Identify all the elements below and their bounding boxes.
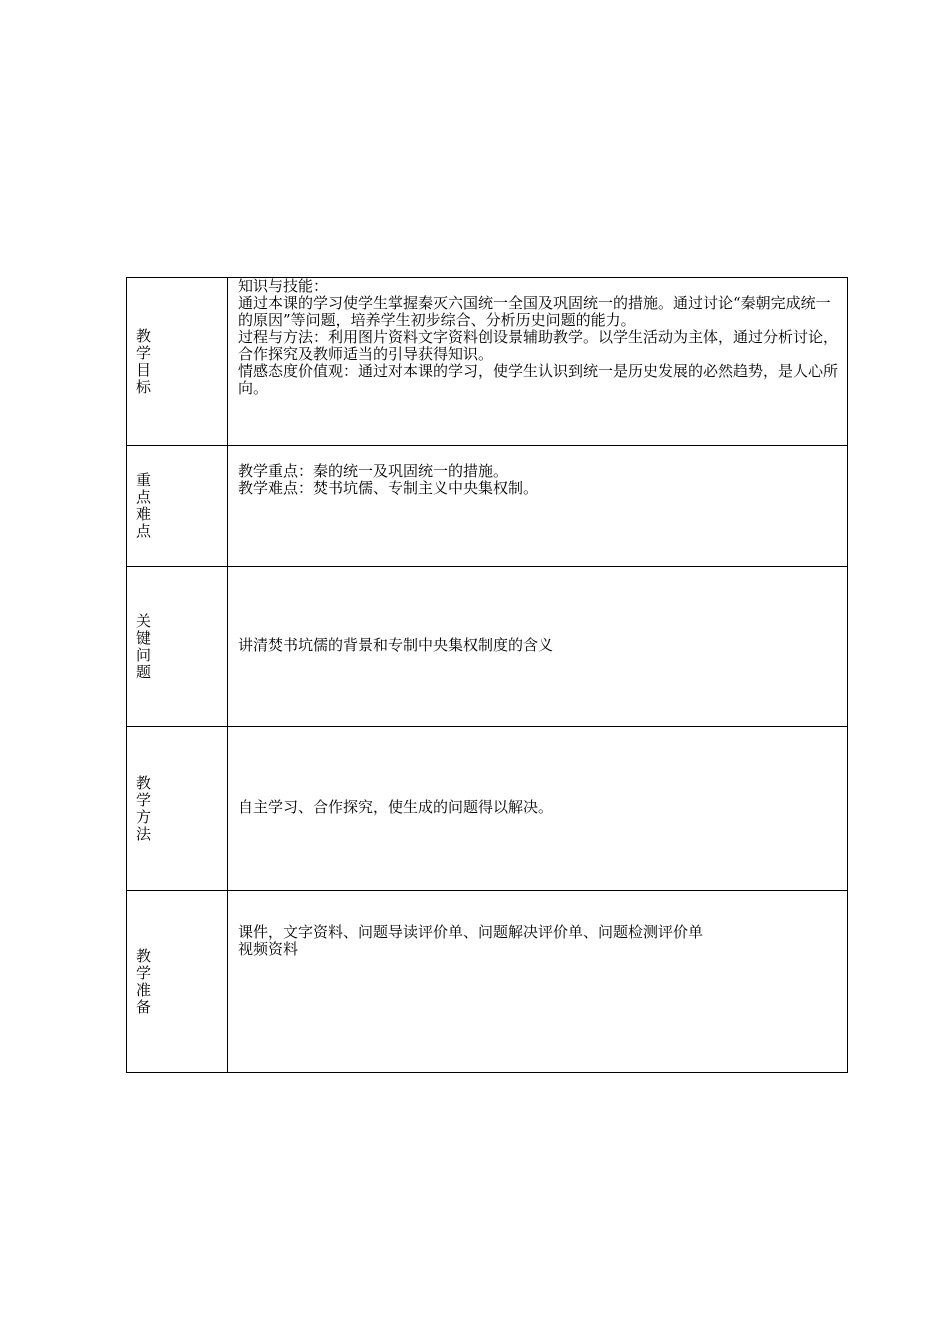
table-row-key-questions [127,567,848,727]
row-content-cell [228,891,848,1073]
table-row-teaching-preparation [127,891,848,1073]
row-content-cell [228,278,848,446]
row-label-cell [127,446,228,567]
row-content-key-difficult-points: 教学重点：秦的统一及巩固统一的措施。 教学难点：焚书坑儒、专制主义中央集权制。 [238,462,539,497]
table-row-key-difficult-points [127,446,848,567]
row-label-teaching-preparation: 教学准备 [136,946,152,1016]
row-content-cell [228,727,848,891]
row-label-teaching-methods: 教学方法 [136,773,152,843]
row-label-teaching-objectives: 教学目标 [136,326,152,396]
row-label-key-difficult-points: 重点难点 [136,471,152,540]
table-row-teaching-objectives [127,278,848,446]
row-content-key-questions: 讲清焚书坑儒的背景和专制中央集权制度的含义 [238,636,554,654]
row-label-cell [127,567,228,727]
row-content-teaching-objectives: 知识与技能： 通过本课的学习使学生掌握秦灭六国统一全国及巩固统一的措施。通过讨论“秦朝完成统一的原因”等问题，培养学生初步综合、分析历史问题的能力。 过程与方法：利用图片资料文字资料创设景辅助教学。以学生活动为主体，通过分析讨论，合作探究及教师适当的引导获得知识。 情感态度价值观：通过对本课的学习，使学生认识到统一是历史发展的必然趋势，是人心所向。 [238,277,839,397]
row-content-cell [228,567,848,727]
row-label-key-questions: 关键问题 [136,611,152,681]
table-row-teaching-methods [127,727,848,891]
row-label-cell [127,891,228,1073]
row-content-teaching-methods: 自主学习、合作探究，使生成的问题得以解决。 [238,798,554,816]
row-content-teaching-preparation: 课件，文字资料、问题导读评价单、问题解决评价单、问题检测评价单 视频资料 [238,923,704,958]
row-content-cell [228,446,848,567]
row-label-cell [127,727,228,891]
lesson-plan-table [126,277,848,1073]
row-label-cell [127,278,228,446]
